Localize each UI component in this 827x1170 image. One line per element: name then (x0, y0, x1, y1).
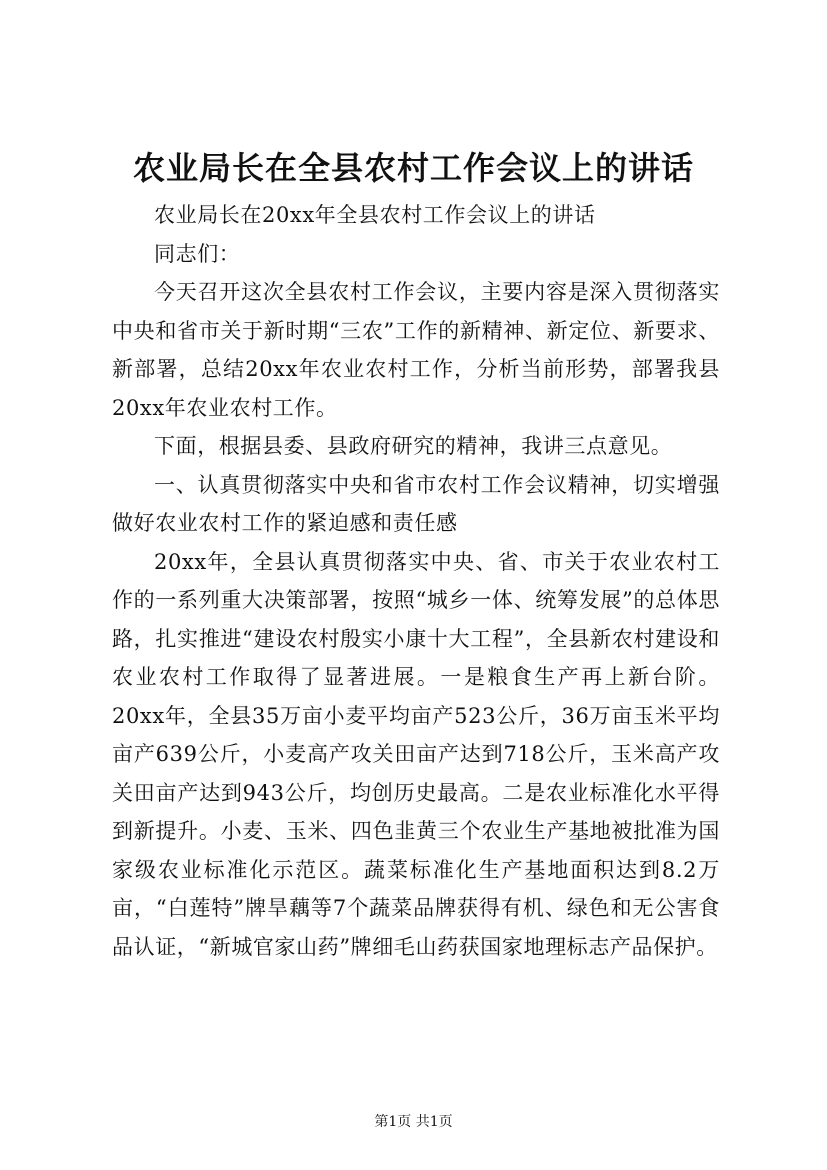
document-body (112, 196, 720, 966)
document-title: 农业局长在全县农村工作会议上的讲话 (132, 149, 694, 187)
outline-paragraph: 下面，根据县委、县政府研究的精神，我讲三点意见。 (154, 434, 673, 458)
salutation-paragraph: 同志们： (154, 241, 241, 266)
subtitle-paragraph: 农业局长在20xx年全县农村工作会议上的讲话 (154, 203, 596, 227)
body-paragraph: 20xx年，全县认真贯彻落实中央、省、市关于农业农村工作的一系列重大决策部署，按照“城乡一体、统筹发展”的总体思路，扎实推进“建设农村殷实小康十大工程”，全县新农村建设和农业农村工作取得了显著进展。一是粮食生产再上新台阶。20xx年，全县35万亩小麦平均亩产523公斤，36万亩玉米平均亩产639公斤，小麦高产攻关田亩产达到718公斤，玉米高产攻关田亩产达到943公斤，均创历史最高。二是农业标准化水平得到新提升。小麦、玉米、四色韭黄三个农业生产基地被批准为国家级农业标准化示范区。蔬菜标准化生产基地面积达到8.2万亩，“白莲特”牌旱藕等7个蔬菜品牌获得有机、绿色和无公害食品认证，“新城官家山药”牌细毛山药获国家地理标志产品保护。 (112, 549, 720, 959)
section-heading-1: 一、认真贯彻落实中央和省市农村工作会议精神，切实增强做好农业农村工作的紧迫感和责任感 (112, 472, 720, 535)
intro-paragraph: 今天召开这次全县农村工作会议，主要内容是深入贯彻落实中央和省市关于新时期“三农”工作的新精神、新定位、新要求、新部署，总结20xx年农业农村工作，分析当前形势，部署我县20xx年农业农村工作。 (112, 280, 720, 420)
page-footer: 第1页 共1页 (374, 1114, 453, 1130)
